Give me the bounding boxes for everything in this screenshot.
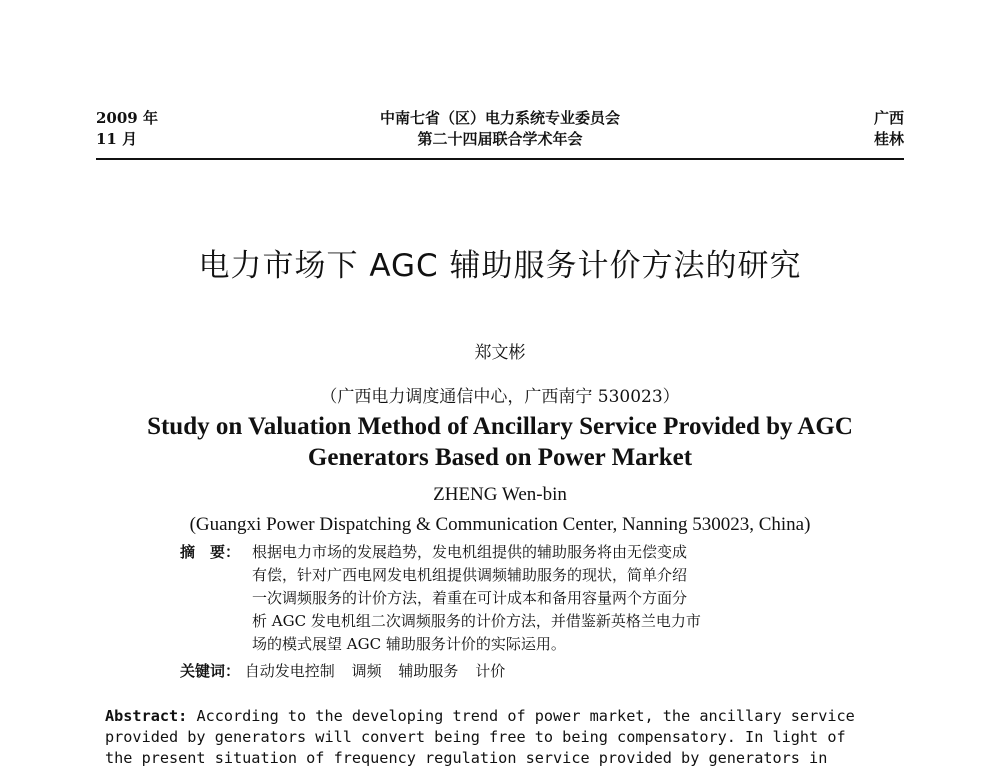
keyword: 自动发电控制 [244,662,335,680]
header-rule [96,158,904,160]
abstract-en-text: According to the developing trend of power market, the ancillary service [187,707,855,725]
keyword: 调频 [351,662,382,680]
header-location [874,108,904,150]
keywords-label: 关键词： [180,662,241,680]
header-province: 广西 [873,109,904,127]
abstract-cn-line: 有偿，针对广西电网发电机组提供调频辅助服务的现状，简单介绍 [252,566,688,584]
abstract-cn-body [252,541,880,656]
title-en-line-2: Generators Based on Power Market [307,444,693,471]
abstract-cn-label: 摘 要： [180,543,241,561]
abstract-cn-line: 析 AGC 发电机组二次调频服务的计价方法，并借鉴新英格兰电力市 [252,612,701,630]
abstract-en-line [105,706,915,727]
author-cn: 郑文彬 [474,343,526,363]
abstract-en-line: provided by generators will convert being free to being compensatory. In light of [105,728,846,746]
header-city: 桂林 [873,130,904,148]
abstract-cn-line: 场的模式展望 AGC 辅助服务计价的实际运用。 [252,635,566,653]
header-org: 中南七省（区）电力系统专业委员会 [379,109,620,127]
affiliation-en: (Guangxi Power Dispatching & Communication Center, Nanning 530023, China) [189,514,811,535]
header-month: 11 月 [96,130,138,148]
abstract-en-line: the present situation of frequency regulation service provided by generators in [105,749,828,767]
affiliation-cn: （广西电力调度通信中心，广西南宁 530023） [320,387,680,407]
page-header [96,108,904,156]
abstract-cn-line: 根据电力市场的发展趋势，发电机组提供的辅助服务将由无偿变成 [252,543,688,561]
author-en: ZHENG Wen-bin [433,484,567,505]
abstract-cn [180,541,880,656]
paper-title-en [90,411,910,473]
abstract-en-label: Abstract: [105,707,188,725]
title-en-line-1: Study on Valuation Method of Ancillary Service Provided by AGC [147,413,853,440]
keyword: 计价 [475,662,506,680]
paper-title-cn: 电力市场下 AGC 辅助服务计价方法的研究 [198,248,802,284]
header-conf: 第二十四届联合学术年会 [417,130,583,148]
header-year: 2009 年 [96,109,158,127]
header-conference [96,108,904,150]
keywords [180,660,517,681]
abstract-cn-line: 一次调频服务的计价方法，着重在可计成本和备用容量两个方面分 [252,589,688,607]
keyword: 辅助服务 [398,662,459,680]
